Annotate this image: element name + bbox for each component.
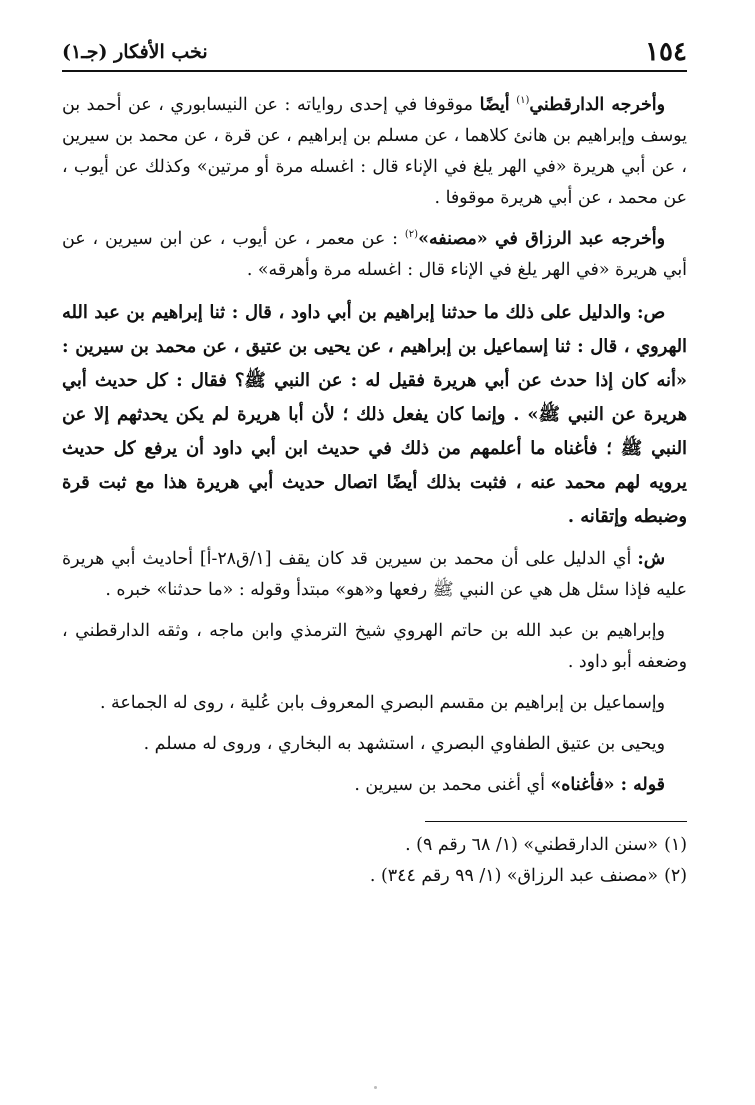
scan-speck [374, 1086, 377, 1089]
section-marker-shin: ش: [637, 549, 665, 569]
paragraph-text: أي أغنى محمد بن سيرين . [354, 775, 551, 795]
page-body [62, 90, 687, 801]
paragraph-text: أي الدليل على أن محمد بن سيرين قد كان يقف [١/ق٢٨-أ] أحاديث أبي هريرة عليه فإذا سئل هل هي عن النبي ﷺ رفعها و«هو» مبتدأ وقوله : «ما حدثنا» خبره . [62, 549, 687, 600]
paragraph-matn [62, 296, 687, 534]
paragraph-ibrahim: وإبراهيم بن عبد الله بن حاتم الهروي شيخ الترمذي وابن ماجه ، وثقه الدارقطني ، وضعفه أبو داود . [62, 621, 687, 672]
footnote-text: «مصنف عبد الرزاق» (١/ ٩٩ رقم ٣٤٤) . [369, 866, 659, 886]
paragraph-bold-word: أيضًا [479, 95, 510, 115]
footnote-1 [62, 830, 687, 861]
paragraph-bold-lead: وأخرجه الدارقطني [529, 95, 665, 115]
paragraph-bold-lead: قوله : «فأغناه» [550, 775, 665, 795]
footnote-number: (٢) [664, 866, 687, 886]
footnote-2 [62, 861, 687, 892]
page-number: ١٥٤ [645, 37, 687, 67]
paragraph-abdurrazzaq [62, 224, 687, 286]
paragraph-yahya: ويحيى بن عتيق الطفاوي البصري ، استشهد به البخاري ، وروى له مسلم . [143, 734, 665, 754]
paragraph-sharh [62, 544, 687, 606]
paragraph-bold-lead: وأخرجه عبد الرزاق في «مصنفه» [418, 229, 665, 249]
footnote-ref: (١) [516, 95, 530, 107]
footnote-number: (١) [664, 835, 687, 855]
paragraph-ismail: وإسماعيل بن إبراهيم بن مقسم البصري المعروف بابن عُلية ، روى له الجماعة . [99, 693, 665, 713]
footnote-text: «سنن الدارقطني» (١/ ٦٨ رقم ٩) . [405, 835, 659, 855]
paragraph-qawluhu [62, 770, 687, 801]
section-marker-sad: ص: [636, 302, 665, 323]
paragraph-text: : عن معمر ، عن أيوب ، عن ابن سيرين ، عن أبي هريرة «في الهر يلغ في الإناء قال : اغسله مرة وأهرقه» . [62, 229, 687, 280]
paragraph-text: موقوفا في إحدى رواياته : عن النيسابوري ، عن أحمد بن يوسف وإبراهيم بن هانئ كلاهما ، عن مسلم بن إبراهيم ، عن قرة ، عن محمد بن سيرين ، عن أبي هريرة «في الهر يلغ في الإناء قال : اغسله مرة أو مرتين» وكذلك عن أيوب ، عن محمد ، عن أبي هريرة موقوفا . [62, 95, 687, 208]
paragraph-daraqutni [62, 90, 687, 214]
book-page [62, 30, 687, 892]
page-header [62, 30, 687, 72]
footnotes [62, 830, 687, 892]
paragraph-text: والدليل على ذلك ما حدثنا إبراهيم بن أبي داود ، قال : ثنا إبراهيم بن عبد الله الهروي ، قال : ثنا إسماعيل بن إبراهيم ، عن يحيى بن عتيق ، عن محمد بن سيرين : «أنه كان إذا حدث عن أبي هريرة فقيل له : عن النبي ﷺ؟ فقال : كل حديث أبي هريرة عن النبي ﷺ» . وإنما كان يفعل ذلك ؛ لأن أبا هريرة لم يكن يحدثهم إلا عن النبي ﷺ ؛ فأغناه ما أعلمهم من ذلك في حديث ابن أبي داود أن يرفع كل حديث يرويه لهم محمد عنه ، فثبت بذلك أيضًا اتصال حديث أبي هريرة هذا مع ثبت قرة وضبطه وإتقانه . [62, 302, 687, 527]
footnote-ref: (٢) [404, 229, 419, 241]
footnote-divider [425, 821, 687, 822]
running-title: نخب الأفكار (جـ١) [62, 41, 208, 63]
